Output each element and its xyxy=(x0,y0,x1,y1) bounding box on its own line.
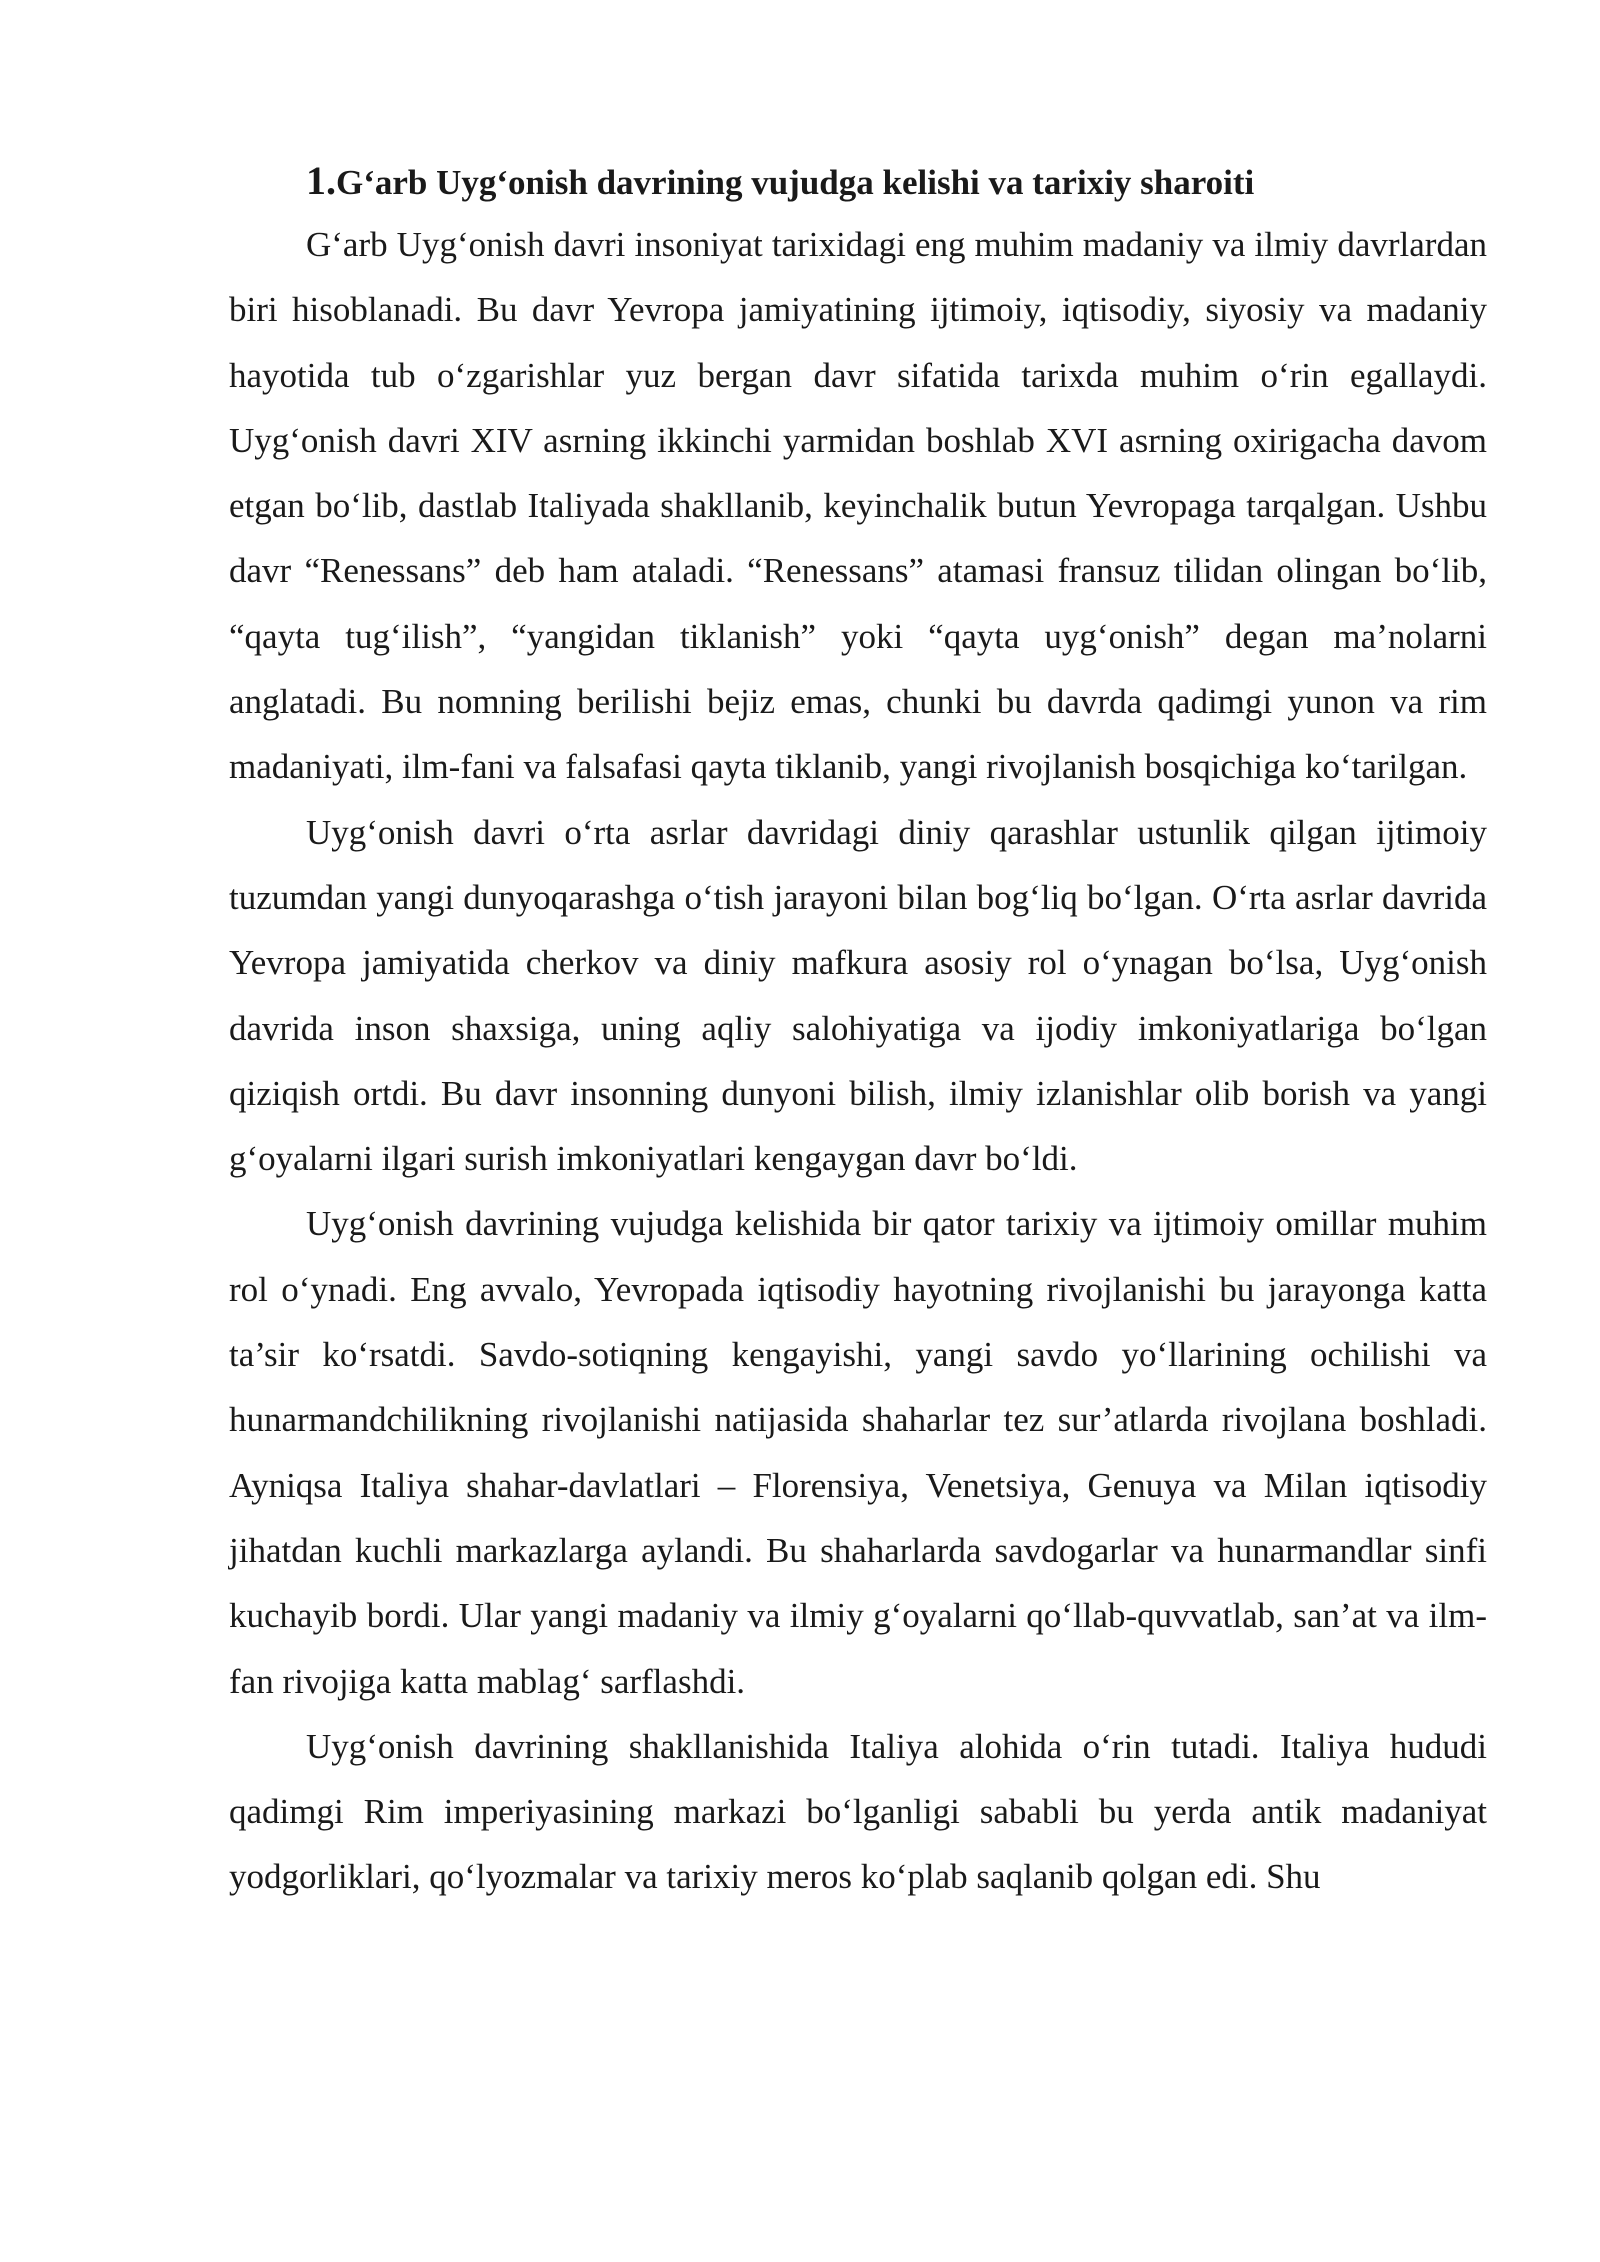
paragraph-4: Uyg‘onish davrining shakllanishida Italiya alohida o‘rin tutadi. Italiya hududi qadimgi Rim imperiyasining markazi bo‘lganligi sababli bu yerda antik madaniyat yodgorliklari, qo‘lyozmalar va tarixiy meros ko‘plab saqlanib qolgan edi. Shu xyxy=(229,1726,1487,1897)
section-title: G‘arb Uyg‘onish davrining vujudga kelishi va tarixiy sharoiti xyxy=(336,163,1255,202)
paragraph-3: Uyg‘onish davrining vujudga kelishida bir qator tarixiy va ijtimoiy omillar muhim rol o‘ynadi. Eng avvalo, Yevropada iqtisodiy hayotning rivojlanishi bu jarayonga katta ta’sir ko‘rsatdi. Savdo-sotiqning kengayishi, yangi savdo yo‘llarining ochilishi va hunarmandchilikning rivojlanishi natijasida shaharlar tez sur’atlarda rivojlana boshladi. Ayniqsa Italiya shahar-davlatlari – Florensiya, Venetsiya, Genuya va Milan iqtisodiy jihatdan kuchli markazlarga aylandi. Bu shaharlarda savdogarlar va hunarmandlar sinfi kuchayib bordi. Ular yangi madaniy va ilmiy g‘oyalarni qo‘llab-quvvatlab, san’at va ilm-fan rivojiga katta mablag‘ sarflashdi. xyxy=(229,1204,1487,1701)
paragraph-1: G‘arb Uyg‘onish davri insoniyat tarixidagi eng muhim madaniy va ilmiy davrlardan biri hisoblanadi. Bu davr Yevropa jamiyatining ijtimoiy, iqtisodiy, siyosiy va madaniy hayotida tub o‘zgarishlar yuz bergan davr sifatida tarixda muhim o‘rin egallaydi. Uyg‘onish davri XIV asrning ikkinchi yarmidan boshlab XVI asrning oxirigacha davom etgan bo‘lib, dastlab Italiyada shakllanib, keyinchalik butun Yevropaga tarqalgan. Ushbu davr “Renessans” deb ham ataladi. “Renessans” atamasi fransuz tilidan olingan bo‘lib, “qayta tug‘ilish”, “yangidan tiklanish” yoki “qayta uyg‘onish” degan ma’nolarni anglatadi. Bu nomning berilishi bejiz emas, chunki bu davrda qadimgi yunon va rim madaniyati, ilm-fani va falsafasi qayta tiklanib, yangi rivojlanish bosqichiga ko‘tarilgan. xyxy=(229,225,1487,787)
paragraph-2: Uyg‘onish davri o‘rta asrlar davridagi diniy qarashlar ustunlik qilgan ijtimoiy tuzumdan yangi dunyoqarashga o‘tish jarayoni bilan bog‘liq bo‘lgan. O‘rta asrlar davrida Yevropa jamiyatida cherkov va diniy mafkura asosiy rol o‘ynagan bo‘lsa, Uyg‘onish davrida inson shaxsiga, uning aqliy salohiyatiga va ijodiy imkoniyatlariga bo‘lgan qiziqish ortdi. Bu davr insonning dunyoni bilish, ilmiy izlanishlar olib borish va yangi g‘oyalarni ilgari surish imkoniyatlari kengaygan davr bo‘ldi. xyxy=(229,812,1487,1179)
document-body xyxy=(229,152,1487,1910)
section-number: 1. xyxy=(306,158,336,203)
section-heading xyxy=(229,152,1487,212)
